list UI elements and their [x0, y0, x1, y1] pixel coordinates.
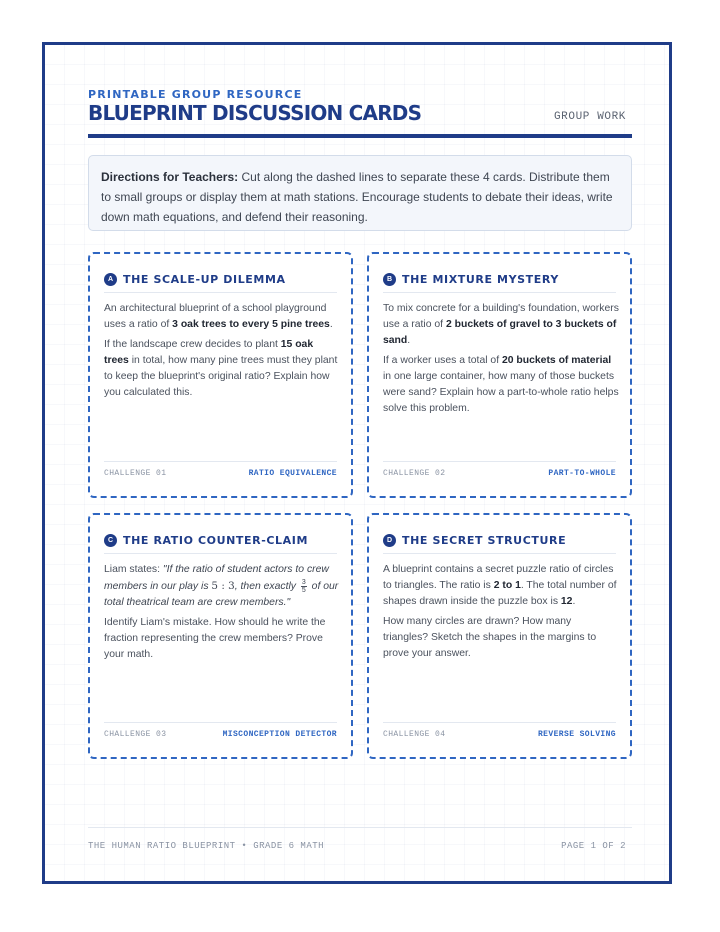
directions-text: Cut along the dashed lines to separate these 4 cards. Distribute them to small groups or display them at math stations. Encourage students to debate their ideas, write down math equations, and defend their reasoning.	[101, 170, 613, 224]
card-scenario	[383, 562, 619, 610]
quote-ratio: 5 : 3	[211, 580, 235, 592]
key-quantity: 20 buckets of material	[501, 355, 612, 366]
teacher-directions	[88, 155, 632, 231]
discussion-card-d	[367, 513, 632, 759]
directions-label: Directions for Teachers:	[101, 170, 239, 184]
card-body	[104, 301, 340, 405]
challenge-category: MISCONCEPTION DETECTOR	[222, 730, 337, 739]
key-ratio: 2 buckets of gravel to 3 buckets of sand	[383, 319, 617, 346]
challenge-number: CHALLENGE 01	[104, 469, 167, 478]
discussion-card-c	[88, 513, 353, 759]
question-end: in total, how many pine trees must they plant to keep the blueprint's original ratio? Explain how you calculated this.	[104, 355, 338, 398]
fraction-denominator: 5	[301, 586, 306, 594]
card-body	[383, 562, 619, 666]
card-letter-badge: C	[104, 534, 117, 547]
key-quantity: 12	[560, 596, 573, 607]
card-letter-badge: A	[104, 273, 117, 286]
scenario-text: A blueprint contains a secret puzzle ratio of circles to triangles. The ratio is	[383, 564, 614, 591]
quote-part: of our total theatrical team are crew members."	[104, 581, 339, 608]
card-letter-badge: D	[383, 534, 396, 547]
card-body	[383, 301, 619, 421]
discussion-card-a	[88, 252, 353, 498]
card-footer	[383, 461, 616, 478]
scenario-text: . The total number of shapes drawn inside the puzzle box is	[383, 580, 617, 607]
question-text: If the landscape crew decides to plant	[104, 339, 281, 350]
card-scenario	[383, 301, 619, 349]
group-work-tag: GROUP WORK	[553, 111, 626, 123]
quote-part: , then exactly	[234, 581, 299, 592]
card-header	[104, 266, 337, 293]
question-text: If a worker uses a total of	[383, 355, 502, 366]
page-number: PAGE 1 OF 2	[561, 841, 626, 851]
card-letter-badge: B	[383, 273, 396, 286]
worksheet-page	[42, 42, 672, 884]
scenario-end: .	[329, 319, 333, 330]
card-scenario	[104, 301, 340, 333]
scenario-end: .	[407, 335, 411, 346]
scenario-text: To mix concrete for a building's foundation, workers use a ratio of	[383, 303, 619, 330]
card-title: THE RATIO COUNTER-CLAIM	[123, 533, 309, 547]
card-question: Identify Liam's mistake. How should he write the fraction representing the crew members? Prove your math.	[104, 617, 326, 660]
fraction-numerator: 3	[301, 578, 306, 586]
challenge-number: CHALLENGE 03	[104, 730, 167, 739]
card-question	[383, 353, 619, 417]
scenario-text: An architectural blueprint of a school playground uses a ratio of	[104, 303, 327, 330]
page-title: BLUEPRINT DISCUSSION CARDS	[88, 101, 422, 125]
key-ratio: 3 oak trees to every 5 pine trees	[172, 319, 330, 330]
card-footer	[383, 722, 616, 739]
card-footer	[104, 461, 337, 478]
challenge-number: CHALLENGE 02	[383, 469, 446, 478]
footer-rule	[88, 827, 632, 828]
card-title: THE SCALE-UP DILEMMA	[123, 272, 286, 286]
scenario-text: Liam states:	[104, 564, 163, 575]
card-header	[383, 527, 616, 554]
footer-credit: THE HUMAN RATIO BLUEPRINT • GRADE 6 MATH	[88, 841, 325, 851]
eyebrow-label: PRINTABLE GROUP RESOURCE	[88, 88, 303, 101]
card-question	[104, 337, 340, 401]
card-footer	[104, 722, 337, 739]
card-title: THE MIXTURE MYSTERY	[402, 272, 559, 286]
question-end: in one large container, how many of those buckets were sand? Explain how a part-to-whole ratio helps solve this problem.	[383, 371, 619, 414]
challenge-category: REVERSE SOLVING	[537, 730, 616, 739]
quote-part: "If the ratio of student actors to crew members in our play is	[104, 564, 329, 592]
key-quantity: 15 oak trees	[104, 339, 314, 366]
scenario-end: .	[572, 596, 576, 607]
card-body	[104, 562, 340, 667]
card-header	[383, 266, 616, 293]
card-header	[104, 527, 337, 554]
card-question: How many circles are drawn? How many triangles? Sketch the shapes in the margins to prove your answer.	[383, 616, 597, 659]
challenge-category: RATIO EQUIVALENCE	[248, 469, 337, 478]
header-rule	[88, 134, 632, 138]
key-ratio: 2 to 1	[493, 580, 521, 591]
card-scenario	[104, 562, 340, 611]
challenge-number: CHALLENGE 04	[383, 730, 446, 739]
discussion-card-b	[367, 252, 632, 498]
challenge-category: PART-TO-WHOLE	[548, 469, 616, 478]
card-title: THE SECRET STRUCTURE	[402, 533, 567, 547]
fraction	[301, 579, 307, 594]
